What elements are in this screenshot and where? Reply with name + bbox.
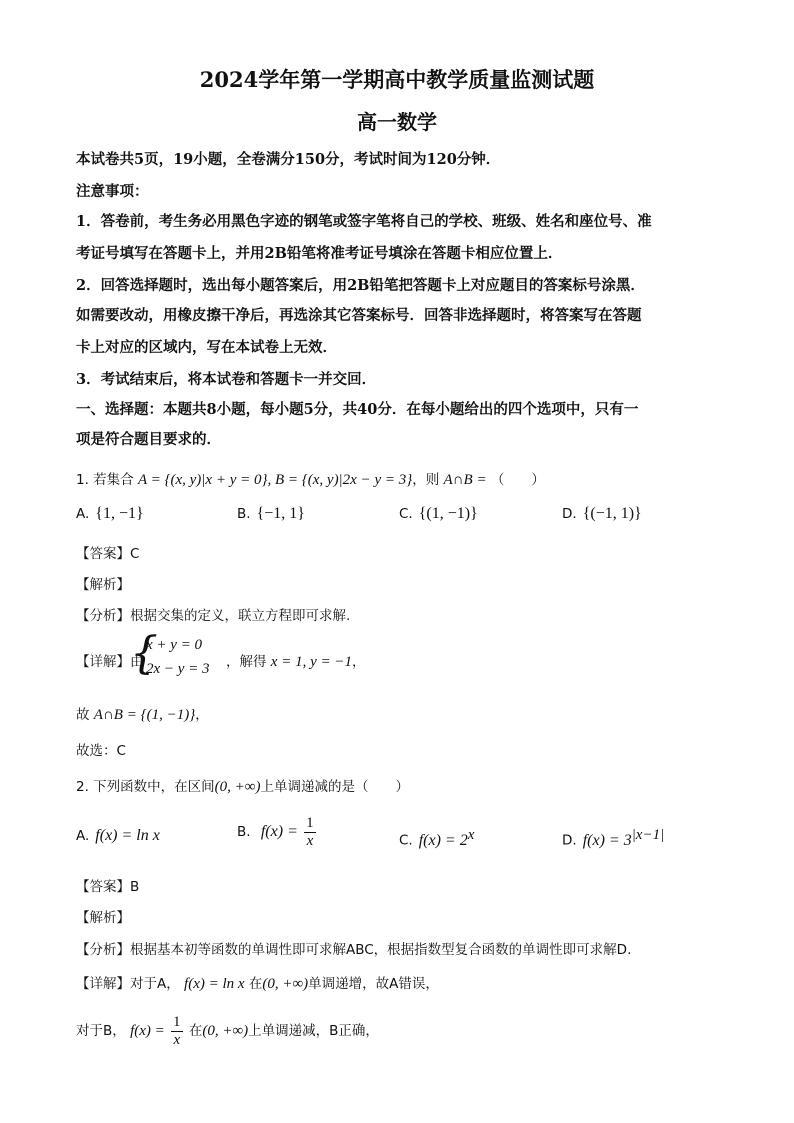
option-letter: A. [76,506,90,522]
q1-detail-solution [226,650,365,671]
q2-detail-a [76,972,439,993]
option-value: {(−1, 1)} [582,505,642,522]
fraction-numerator: 1 [173,1014,181,1030]
q2-option-b [237,815,318,849]
notice-2-line-2: 如需要改动，用橡皮擦干净后，再选涂其它答案标号．回答非选择题时，将答案写在答题 [76,307,642,324]
notice-1-line-2: 考证号填写在答题卡上，并用2B铅笔将准考证号填涂在答题卡相应位置上． [76,245,563,262]
fraction [304,815,316,849]
q1-detail-prefix: 【详解】由 [76,654,144,670]
option-value: {−1, 1} [256,505,305,522]
fraction-denominator: x [173,1031,181,1048]
notice-3: 3．考试结束后，将本试卷和答题卡一并交回． [76,371,377,388]
conclusion-end: ， [195,707,209,723]
equation-1: x + y = 0 [146,637,203,653]
option-exponent: x [467,827,475,843]
brace-icon: { [130,628,158,679]
equation-2: 2x − y = 3 [146,661,210,677]
detail-b-lhs: f(x) = [130,1023,165,1039]
section-heading-line-1: 一、选择题：本题共8小题，每小题5分，共40分．在每小题给出的四个选项中，只有一 [76,401,639,418]
q2-option-c [399,827,474,850]
option-letter: D. [562,832,577,849]
q2-option-d [562,827,664,850]
conclusion-prefix: 故 [76,707,90,723]
option-base: f(x) = 2 [418,831,468,849]
q1-option-b [237,505,305,523]
detail-a-mid: 在 [248,976,263,992]
fraction [171,1014,183,1048]
option-letter: C. [399,506,413,522]
then-text: ，则 [412,472,440,488]
option-exponent: |x−1| [631,827,665,843]
set-b: B = {(x, y)|2x − y = 3} [274,472,413,488]
answer-paren: （ ） [490,472,545,488]
detail-a-expr: f(x) = ln x [184,976,245,992]
q1-option-c [399,505,478,523]
fraction-denominator: x [306,832,314,849]
set-a: A = {(x, y)|x + y = 0} [137,472,268,488]
set-comma: , [267,472,275,488]
q1-option-d [562,505,642,523]
option-value: {1, −1} [95,505,144,522]
notice-2-line-3: 卡上对应的区域内，写在本试卷上无效． [76,339,337,356]
detail-b-mid: 在 [188,1023,203,1039]
q2-answer: 【答案】B [76,879,140,895]
exam-summary: 本试卷共5页，19小题，全卷满分150分，考试时间为120分钟． [76,151,501,168]
stem-suffix: 上单调递减的是（ ） [260,779,409,795]
notice-heading: 注意事项： [76,183,149,200]
q1-conclusion [76,703,209,724]
detail-b-interval: (0, +∞) [202,1023,249,1039]
detail-b-prefix: 对于B， [76,1023,126,1039]
detail-a-prefix: 【详解】对于A， [76,976,180,992]
q1-option-a [76,505,144,523]
exam-title: 2024学年第一学期高中教学质量监测试题 [199,67,595,92]
detail-mid: ，解得 [226,654,267,670]
question-2-stem [76,775,409,796]
section-heading-line-2: 项是符合题目要求的． [76,431,221,448]
q1-choice: 故选：C [76,743,126,759]
q2-detail-b [76,1014,379,1048]
q2-option-a [76,827,160,845]
stem-interval: (0, +∞) [214,779,261,795]
option-value: f(x) = ln x [95,827,160,844]
option-value: {(1, −1)} [418,505,478,522]
option-letter: A. [76,828,90,844]
option-letter: B. [237,824,251,840]
q1-fenxi: 【分析】根据交集的定义，联立方程即可求解. [76,608,351,624]
question-1-stem [76,468,545,489]
question-1-prefix: 1. 若集合 [76,472,134,488]
q2-analysis-label: 【解析】 [76,910,130,926]
option-base: f(x) = 3 [582,831,632,849]
detail-b-end: 上单调递减，B正确， [248,1023,379,1039]
stem-prefix: 2. 下列函数中，在区间 [76,779,215,795]
detail-a-interval: (0, +∞) [262,976,309,992]
notice-2-line-1: 2．回答选择题时，选出每小题答案后，用2B铅笔把答题卡上对应题目的答案标号涂黑． [76,277,645,294]
notice-1-line-1: 1．答卷前，考生务必用黑色字迹的钢笔或签字笔将自己的学校、班级、姓名和座位号、准 [76,213,652,230]
option-lhs: f(x) = [260,823,298,840]
option-letter: B. [237,506,251,522]
intersection-expr: A∩B = [443,472,487,488]
option-letter: D. [562,506,577,522]
conclusion-expr: A∩B = {(1, −1)} [93,707,196,723]
detail-a-end: 单调递增，故A错误， [308,976,439,992]
detail-solution: x = 1, y = −1 [270,654,352,670]
subject-title: 高一数学 [357,110,437,134]
q1-answer: 【答案】C [76,546,140,562]
q1-analysis-label: 【解析】 [76,577,130,593]
fraction-numerator: 1 [306,815,314,831]
detail-end: ， [351,654,366,670]
q2-fenxi: 【分析】根据基本初等函数的单调性即可求解ABC，根据指数型复合函数的单调性即可求解D. [76,942,632,958]
option-letter: C. [399,832,413,849]
